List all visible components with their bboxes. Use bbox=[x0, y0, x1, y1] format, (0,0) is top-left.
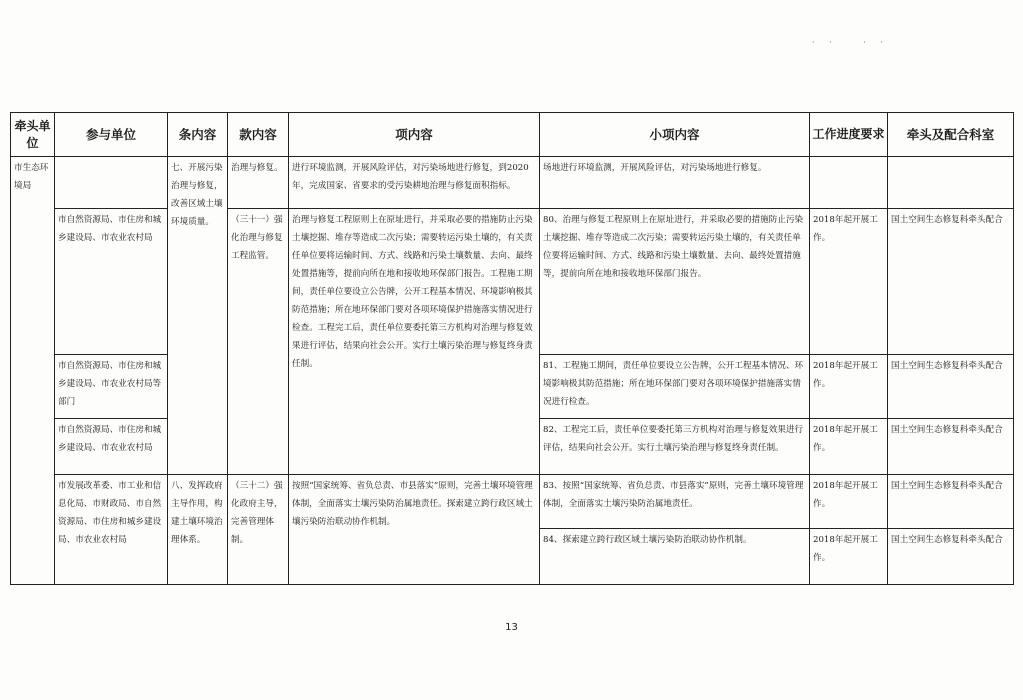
subitem-cell: 场地进行环境监测，开展风险评估，对污染场地进行修复。 bbox=[540, 157, 810, 209]
office-cell: 国土空间生态修复科牵头配合 bbox=[888, 529, 1014, 585]
participants-cell: 市自然资源局、市住房和城乡建设局、市农业农村局 bbox=[55, 419, 168, 475]
table-row bbox=[11, 209, 1014, 355]
header-article: 条内容 bbox=[168, 113, 228, 157]
office-cell: 国土空间生态修复科牵头配合 bbox=[888, 355, 1014, 419]
item-cell: 进行环境监测，开展风险评估，对污染场地进行修复，到2020年，完成国家、省要求的受污染耕地治理与修复面积指标。 bbox=[289, 157, 540, 209]
participants-cell bbox=[55, 157, 168, 209]
subitem-82-cell: 82、工程完工后，责任单位要委托第三方机构对治理与修复效果进行评估，结果向社会公开。实行土壤污染治理与修复终身责任制。 bbox=[540, 419, 810, 475]
table-row bbox=[11, 475, 1014, 529]
header-subitem: 小项内容 bbox=[540, 113, 810, 157]
progress-cell: 2018年起开展工作。 bbox=[810, 209, 888, 355]
header-clause: 款内容 bbox=[228, 113, 289, 157]
subitem-84-cell: 84、探索建立跨行政区域土壤污染防治联动协作机制。 bbox=[540, 529, 810, 585]
office-cell: 国土空间生态修复科牵头配合 bbox=[888, 475, 1014, 529]
progress-cell: 2018年起开展工作。 bbox=[810, 419, 888, 475]
clause-31-cell: （三十一）强化治理与修复工程监管。 bbox=[228, 209, 289, 475]
header-office: 牵头及配合科室 bbox=[888, 113, 1014, 157]
subitem-80-cell: 80、治理与修复工程原则上在原址进行，并采取必要的措施防止污染土壤挖掘、堆存等造成二次污染；需要转运污染土壤的，有关责任单位要将运输时间、方式、线路和污染土壤数量、去向、最终处置措施等，提前向所在地和接收地环保部门报告。 bbox=[540, 209, 810, 355]
header-item: 项内容 bbox=[289, 113, 540, 157]
progress-cell: 2018年起开展工作。 bbox=[810, 529, 888, 585]
office-cell: 国土空间生态修复科牵头配合 bbox=[888, 419, 1014, 475]
lead-unit-cell: 市生态环境局 bbox=[11, 157, 55, 585]
work-plan-table bbox=[10, 112, 1014, 585]
progress-cell: 2018年起开展工作。 bbox=[810, 355, 888, 419]
clause-32-cell: （三十二）强化政府主导，完善管理体制。 bbox=[228, 475, 289, 585]
progress-cell: 2018年起开展工作。 bbox=[810, 475, 888, 529]
clause-cell: 治理与修复。 bbox=[228, 157, 289, 209]
participants-cell: 市自然资源局、市住房和城乡建设局、市农业农村局等部门 bbox=[55, 355, 168, 419]
subitem-83-cell: 83、按照“国家统筹、省负总责、市县落实”原则，完善土壤环境管理体制，全面落实土壤污染防治属地责任。 bbox=[540, 475, 810, 529]
participants-cell: 市发展改革委、市工业和信息化局、市财政局、市自然资源局、市住房和城乡建设局、市农业农村局 bbox=[55, 475, 168, 585]
item-31-cell: 治理与修复工程原则上在原址进行，并采取必要的措施防止污染土壤挖掘、堆存等造成二次污染；需要转运污染土壤的，有关责任单位要将运输时间、方式、线路和污染土壤数量、去向、最终处置措施等，提前向所在地和接收地环保部门报告。工程施工期间，责任单位要设立公告牌，公开工程基本情况、环境影响极其防范措施；所在地环保部门要对各项环境保护措施落实情况进行检查。工程完工后，责任单位要委托第三方机构对治理与修复效果进行评估，结果向社会公开。实行土壤污染治理与修复终身责任制。 bbox=[289, 209, 540, 475]
item-32-cell: 按照“国家统筹、省负总责、市县落实”原则，完善土壤环境管理体制，全面落实土壤污染防治属地责任。探索建立跨行政区域土壤污染防治联动协作机制。 bbox=[289, 475, 540, 585]
header-participants: 参与单位 bbox=[55, 113, 168, 157]
article-7-cell: 七、开展污染治理与修复，改善区域土壤环境质量。 bbox=[168, 157, 228, 475]
office-cell bbox=[888, 157, 1014, 209]
subitem-81-cell: 81、工程施工期间，责任单位要设立公告牌，公开工程基本情况、环境影响极其防范措施；所在地环保部门要对各项环境保护措施落实情况进行检查。 bbox=[540, 355, 810, 419]
table-row bbox=[11, 157, 1014, 209]
participants-cell: 市自然资源局、市住房和城乡建设局、市农业农村局 bbox=[55, 209, 168, 355]
header-row bbox=[11, 113, 1014, 157]
header-progress: 工作进度要求 bbox=[810, 113, 888, 157]
scan-specks: · · · · bbox=[812, 38, 889, 47]
article-8-cell: 八、发挥政府主导作用，构建土壤环境治理体系。 bbox=[168, 475, 228, 585]
office-cell: 国土空间生态修复科牵头配合 bbox=[888, 209, 1014, 355]
header-lead-unit: 牵头单位 bbox=[11, 113, 55, 157]
page-number: 13 bbox=[505, 622, 518, 633]
progress-cell bbox=[810, 157, 888, 209]
